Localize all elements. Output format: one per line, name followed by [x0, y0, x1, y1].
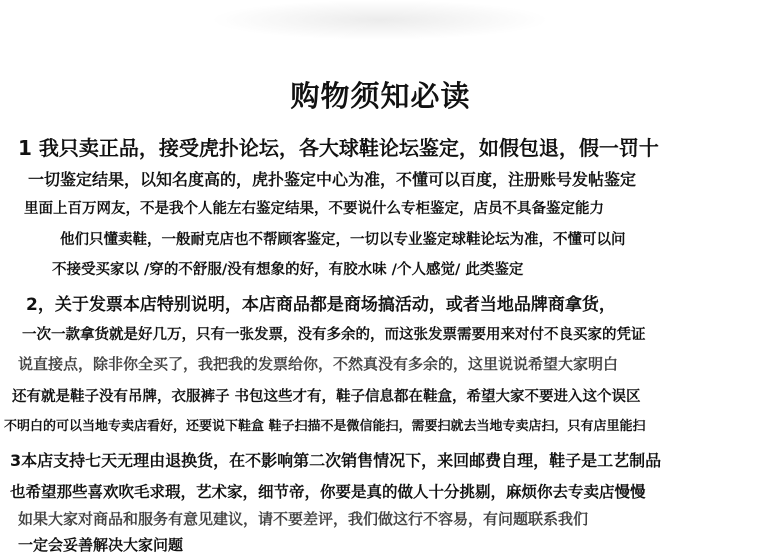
notice-line-6: 2，关于发票本店特别说明，本店商品都是商场搞活动，或者当地品牌商拿货，: [26, 295, 616, 315]
notice-line-1: 1 我只卖正品，接受虎扑论坛，各大球鞋论坛鉴定，如假包退，假一罚十: [18, 136, 659, 160]
notice-line-12: 也希望那些喜欢吹毛求瑕，艺术家，细节帝，你要是真的做人十分挑剔，麻烦你去专卖店慢慢: [10, 483, 646, 501]
notice-line-11: 3本店支持七天无理由退换货，在不影响第二次销售情况下，来回邮费自理，鞋子是工艺制品: [10, 451, 662, 470]
notice-line-10: 不明白的可以当地专卖店看好，还要说下鞋盒 鞋子扫描不是微信能扫，需要扫就去当地专卖店扫，只有店里能扫: [4, 419, 646, 434]
notice-line-3: 里面上百万网友，不是我个人能左右鉴定结果，不要说什么专柜鉴定，店员不具备鉴定能力: [24, 201, 604, 217]
notice-line-9: 还有就是鞋子没有吊牌，衣服裤子 书包这些才有，鞋子信息都在鞋盒，希望大家不要进入这个误区: [12, 389, 641, 405]
notice-line-4: 他们只懂卖鞋，一般耐克店也不帮顾客鉴定，一切以专业鉴定球鞋论坛为准，不懂可以问: [60, 232, 626, 248]
notice-line-5: 不接受买家以 /穿的不舒服/没有想象的好，有胶水味 /个人感觉/ 此类鉴定: [52, 262, 524, 278]
page-title: 购物须知必读: [290, 79, 471, 113]
notice-line-2: 一切鉴定结果，以知名度高的，虎扑鉴定中心为准，不懂可以百度，注册账号发帖鉴定: [28, 170, 637, 189]
notice-line-8: 说直接点，除非你全买了，我把我的发票给你，不然真没有多余的，这里说说希望大家明白: [18, 355, 619, 373]
notice-line-13: 如果大家对商品和服务有意见建议，请不要差评，我们做这行不容易，有问题联系我们: [18, 510, 589, 528]
notice-line-14: 一定会妥善解决大家问题: [18, 536, 184, 554]
top-smudge-decoration: [210, 0, 550, 40]
notice-line-7: 一次一款拿货就是好几万，只有一张发票，没有多余的，而这张发票需要用来对付不良买家的凭证: [22, 327, 646, 343]
